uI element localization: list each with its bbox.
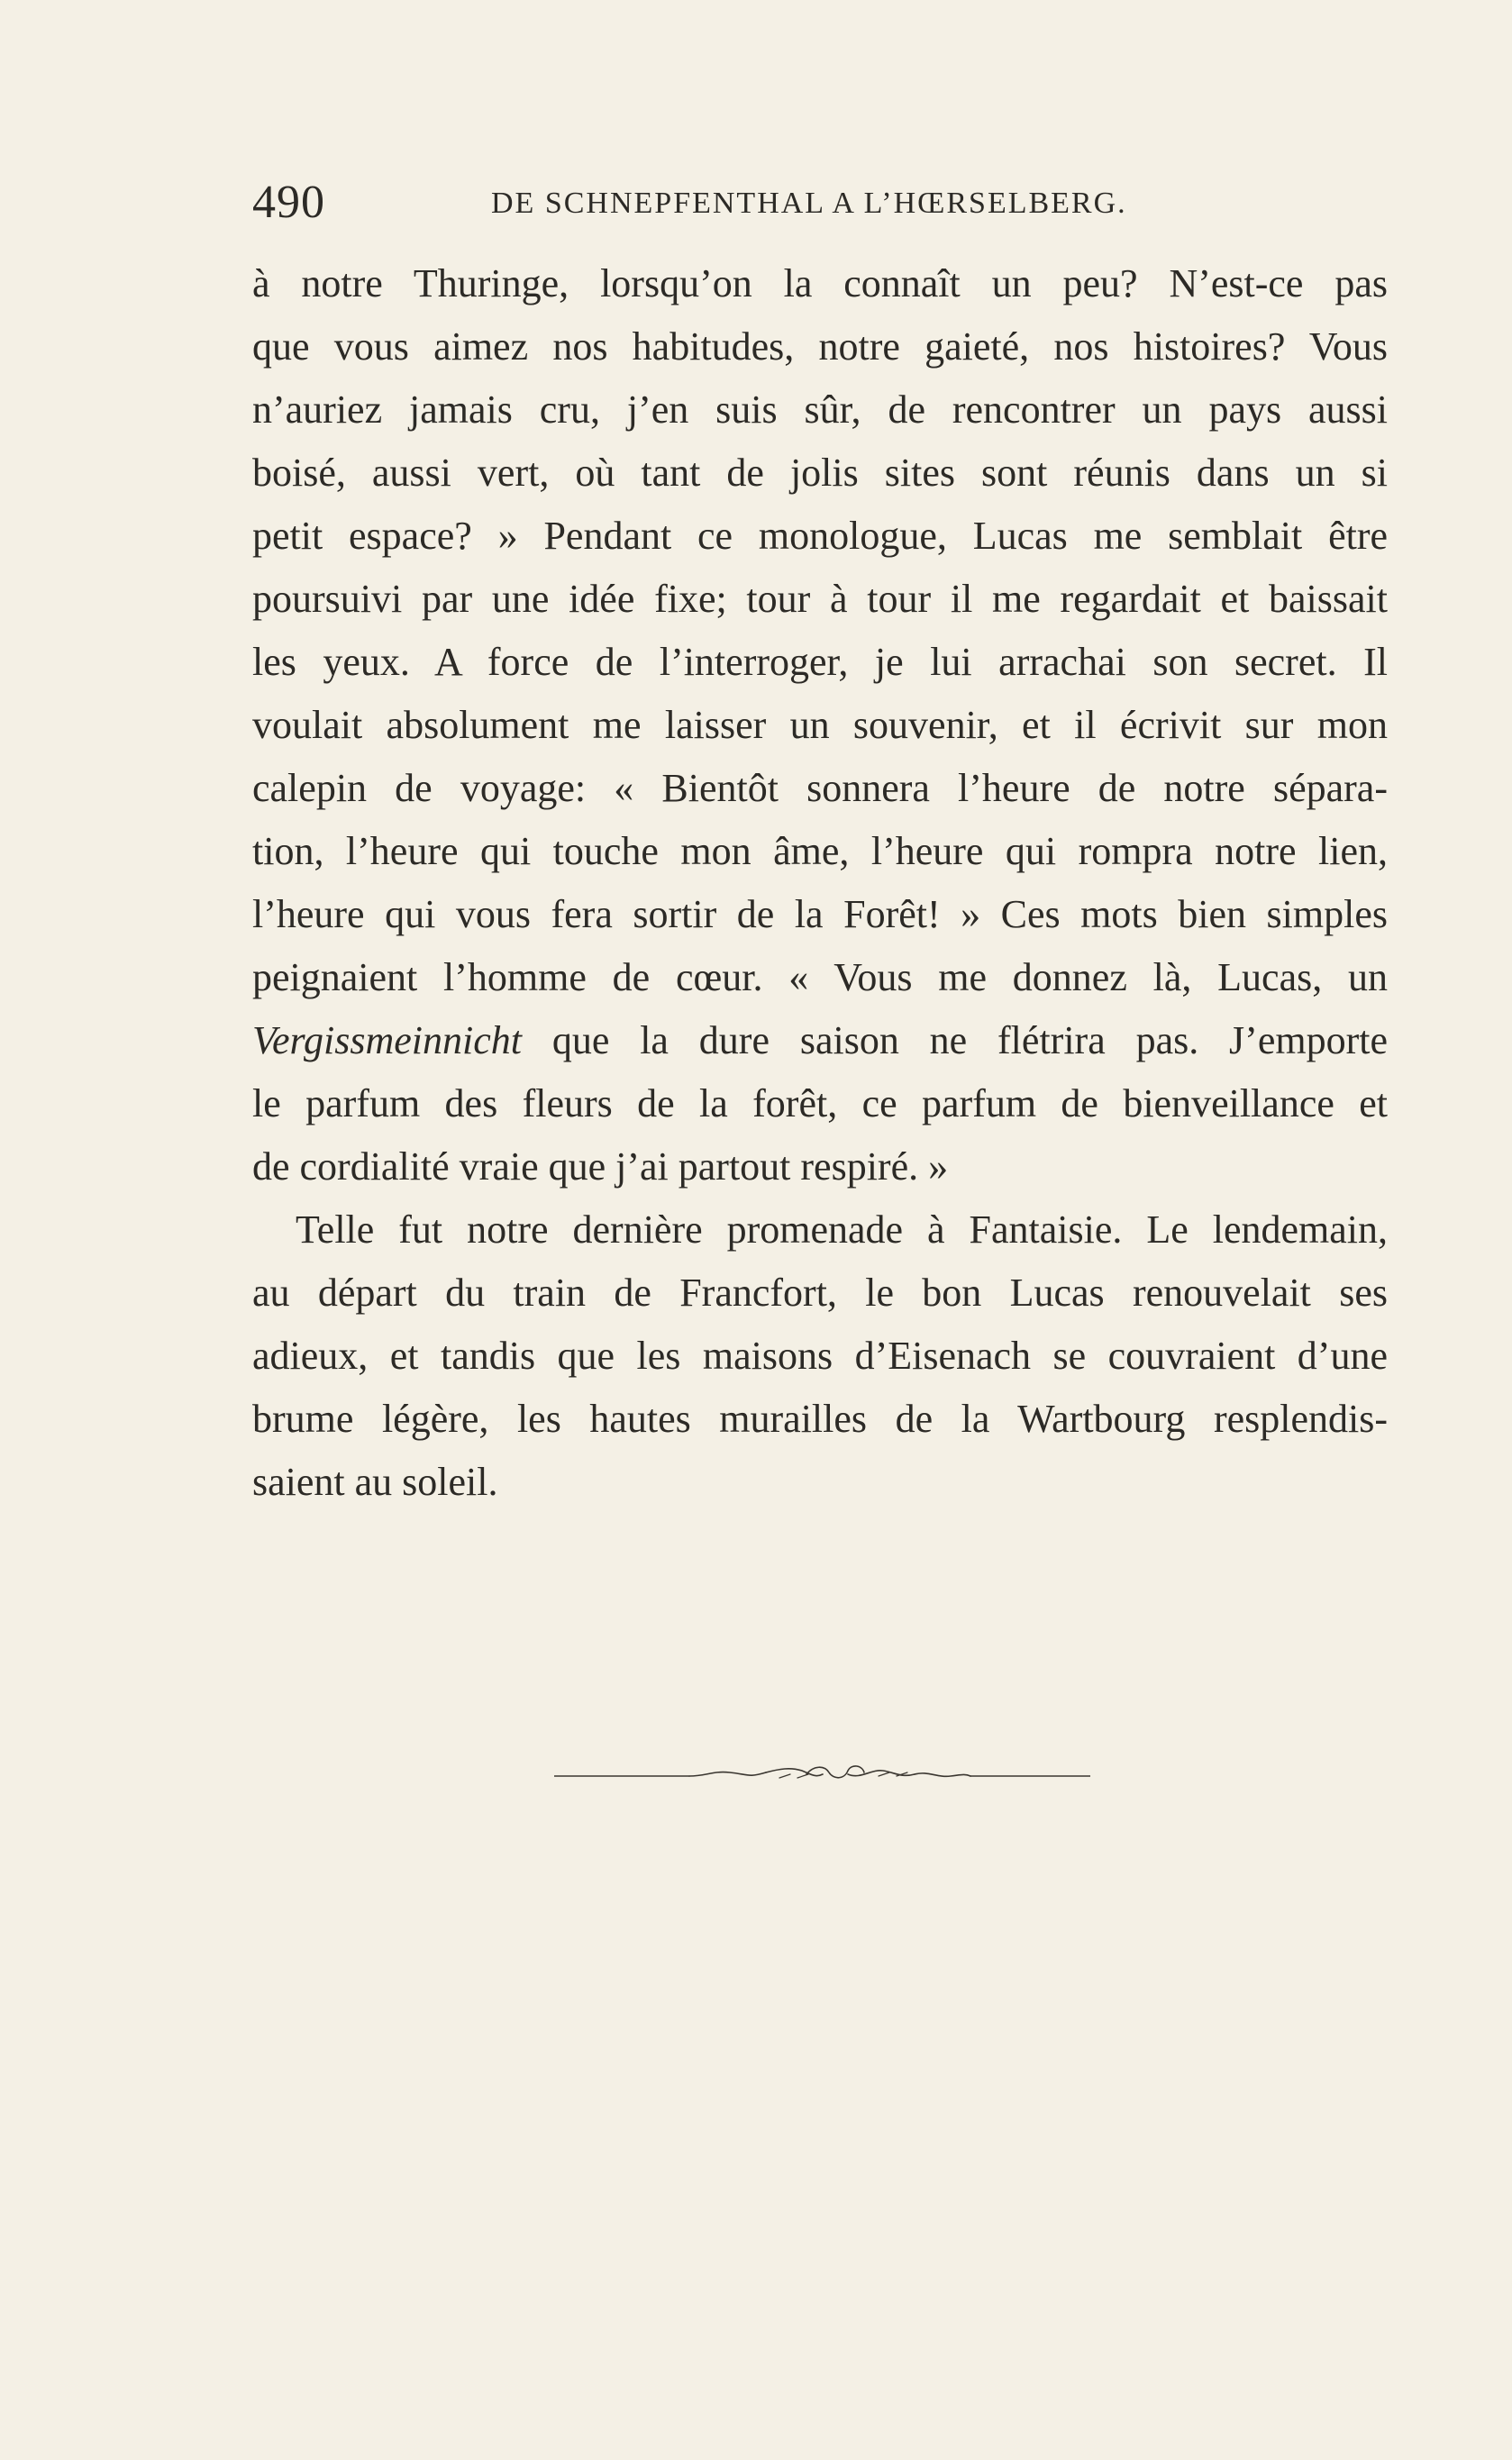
text-line: n’auriez jamais cru, j’en suis sûr, de rencontrer un pays aussi [252,387,1388,432]
text-line: Telle fut notre dernière promenade à Fantaisie. Le lendemain, [296,1207,1388,1252]
text-line: calepin de voyage: « Bientôt sonnera l’heure de notre sépara- [252,766,1388,810]
body-text [252,252,1388,1514]
text-fragment: que la dure saison ne flétrira pas. J’emporte [522,1018,1388,1062]
text-line: boisé, aussi vert, où tant de jolis sites sont réunis dans un si [252,451,1388,495]
running-title: DE SCHNEPFENTHAL A L’HŒRSELBERG. [491,187,1127,220]
text-line: de cordialité vraie que j’ai partout respiré. » [252,1144,949,1189]
text-line: poursuivi par une idée fixe; tour à tour il me regardait et baissait [252,577,1388,621]
text-line: au départ du train de Francfort, le bon Lucas renouvelait ses [252,1271,1388,1315]
tailpiece-ornament-icon [554,1762,1090,1789]
text-line: peignaient l’homme de cœur. « Vous me donnez là, Lucas, un [252,955,1388,999]
running-head [252,176,1153,230]
text-line-with-italic [252,1009,1388,1072]
text-line: saient au soleil. [252,1460,498,1504]
text-line: tion, l’heure qui touche mon âme, l’heure qui rompra notre lien, [252,829,1388,873]
text-line: à notre Thuringe, lorsqu’on la connaît un peu? N’est-ce pas [252,261,1388,305]
text-line: les yeux. A force de l’interroger, je lui arrachai son secret. Il [252,640,1388,684]
text-line: adieux, et tandis que les maisons d’Eisenach se couvraient d’une [252,1334,1388,1378]
italic-word: Vergissmeinnicht [252,1018,522,1062]
text-line: que vous aimez nos habitudes, notre gaieté, nos histoires? Vous [252,324,1388,369]
text-line: l’heure qui vous fera sortir de la Forêt! » Ces mots bien simples [252,892,1388,936]
text-line: brume légère, les hautes murailles de la Wartbourg resplendis- [252,1397,1388,1441]
page-number: 490 [252,177,325,228]
text-line: voulait absolument me laisser un souvenir, et il écrivit sur mon [252,703,1388,747]
text-line: petit espace? » Pendant ce monologue, Lucas me semblait être [252,514,1388,558]
text-line: le parfum des fleurs de la forêt, ce parfum de bienveillance et [252,1081,1388,1125]
